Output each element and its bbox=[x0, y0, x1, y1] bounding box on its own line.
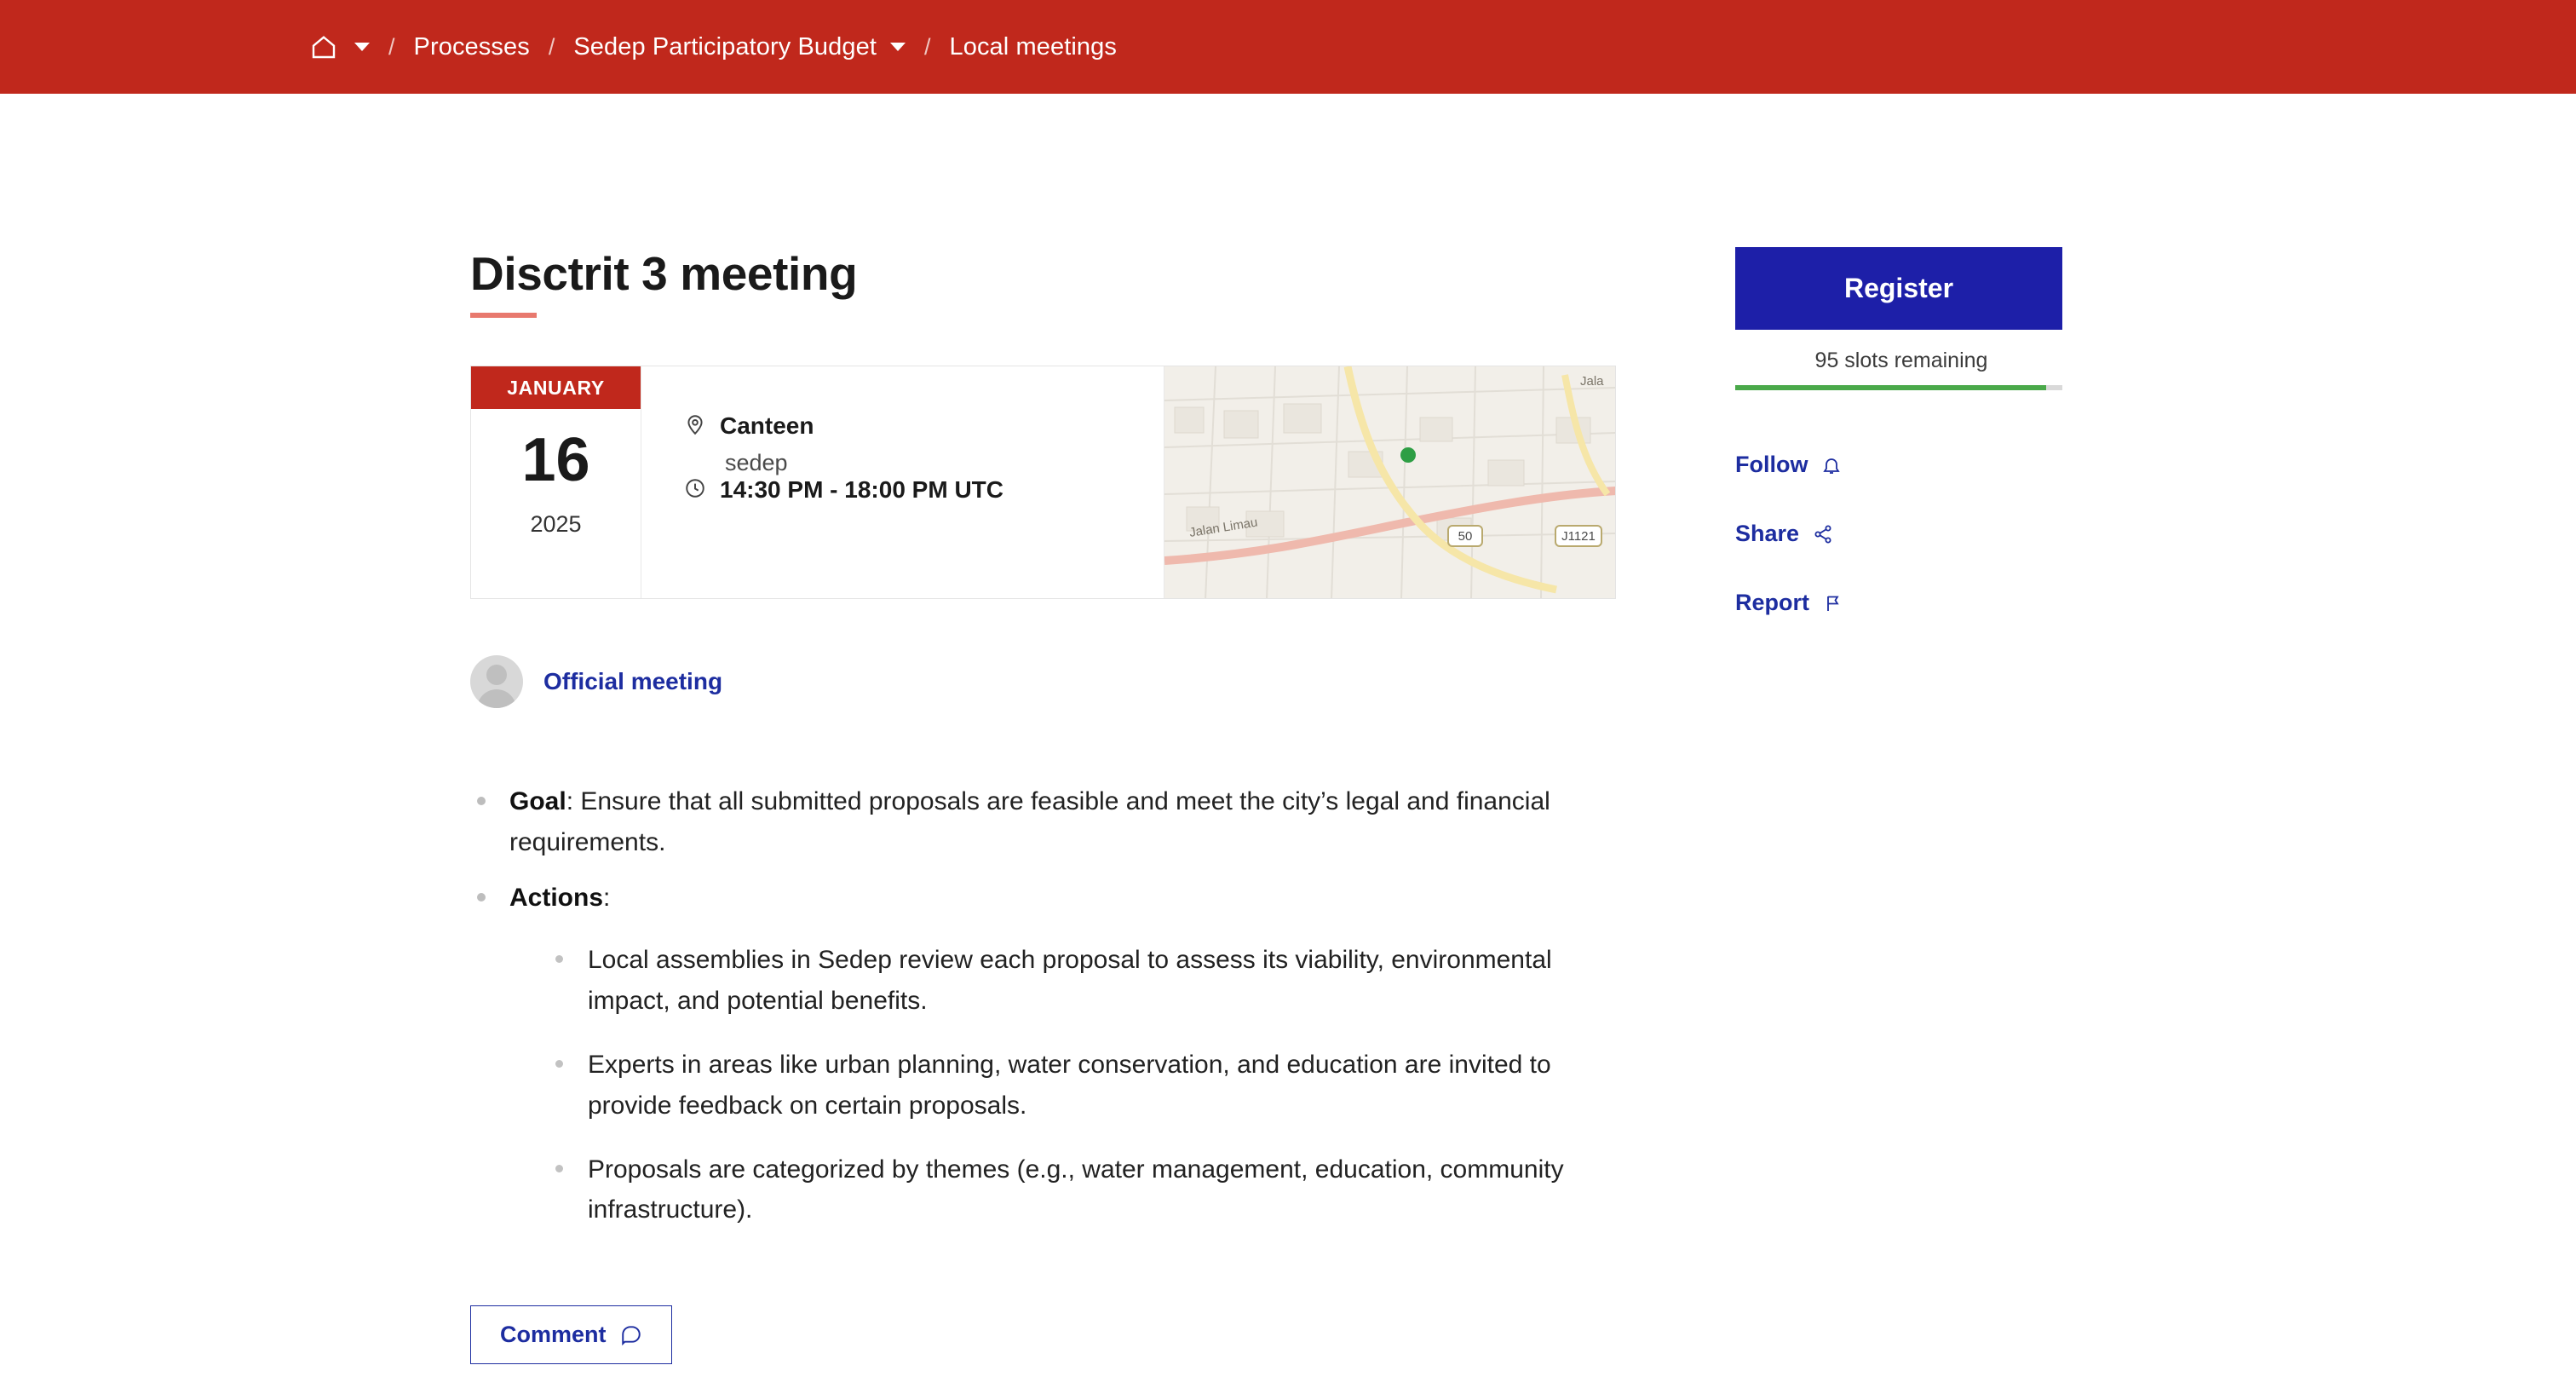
meeting-description bbox=[470, 781, 1616, 1230]
sidebar-actions bbox=[1735, 452, 2067, 616]
report-button[interactable] bbox=[1735, 590, 1843, 616]
clock-icon bbox=[684, 476, 706, 500]
title-underline bbox=[470, 313, 537, 318]
list-item: Experts in areas like urban planning, water conservation, and education are invited to provide feedback on certain proposals. bbox=[550, 1045, 1616, 1126]
list-item-goal bbox=[470, 781, 1616, 862]
bell-icon bbox=[1821, 455, 1842, 475]
goal-text: : Ensure that all submitted proposals are feasible and meet the city’s legal and financial requirements. bbox=[509, 787, 1550, 856]
comment-icon bbox=[620, 1323, 642, 1345]
flag-icon bbox=[1823, 593, 1843, 613]
event-date-box bbox=[471, 366, 641, 598]
svg-text:50: 50 bbox=[1458, 529, 1473, 544]
svg-text:Jala: Jala bbox=[1580, 374, 1604, 389]
location-pin-icon bbox=[684, 412, 706, 436]
goal-label: Goal bbox=[509, 787, 566, 816]
sidebar bbox=[1735, 247, 2067, 1364]
breadcrumb-separator-1: / bbox=[388, 33, 395, 60]
event-time-row bbox=[684, 476, 1164, 504]
actions-suffix: : bbox=[603, 884, 611, 913]
breadcrumb bbox=[307, 30, 1117, 64]
event-location-address: sedep bbox=[725, 450, 788, 476]
breadcrumb-separator-3: / bbox=[923, 33, 931, 60]
event-year: 2025 bbox=[530, 511, 582, 538]
author-name[interactable]: Official meeting bbox=[543, 668, 723, 695]
follow-label: Follow bbox=[1735, 452, 1808, 477]
event-location-row bbox=[684, 412, 1164, 440]
page-title: Disctrit 3 meeting bbox=[470, 247, 858, 300]
home-icon[interactable] bbox=[307, 30, 341, 64]
event-map[interactable] bbox=[1164, 366, 1615, 598]
breadcrumb-separator-2: / bbox=[548, 33, 555, 60]
comment-button-label: Comment bbox=[500, 1321, 607, 1347]
comment-button[interactable] bbox=[470, 1305, 672, 1364]
actions-label: Actions bbox=[509, 884, 604, 913]
event-card bbox=[470, 366, 1616, 599]
event-day: 16 bbox=[521, 426, 590, 495]
share-icon bbox=[1813, 524, 1833, 544]
slots-remaining-text: 95 slots remaining bbox=[1814, 348, 1988, 372]
list-item-actions bbox=[470, 878, 1616, 1230]
share-button[interactable] bbox=[1735, 521, 1833, 547]
breadcrumb-item-processes[interactable]: Processes bbox=[413, 32, 530, 60]
meeting-author[interactable] bbox=[470, 655, 1616, 708]
page-container bbox=[0, 247, 2576, 1364]
avatar bbox=[470, 655, 523, 708]
breadcrumb-item-process[interactable]: Sedep Participatory Budget bbox=[573, 32, 877, 60]
event-time: 14:30 PM - 18:00 PM UTC bbox=[720, 476, 1003, 504]
share-label: Share bbox=[1735, 521, 1800, 546]
event-location-name: Canteen bbox=[720, 412, 814, 440]
slots-progress-bar bbox=[1735, 385, 2062, 390]
home-chevron-down-icon[interactable] bbox=[354, 43, 370, 51]
breadcrumb-bar bbox=[0, 0, 2576, 94]
slots-progress-fill bbox=[1735, 385, 2046, 390]
follow-button[interactable] bbox=[1735, 452, 1842, 478]
event-details bbox=[641, 366, 1164, 598]
process-chevron-down-icon[interactable] bbox=[890, 43, 906, 51]
register-button[interactable]: Register bbox=[1735, 247, 2062, 330]
list-item: Proposals are categorized by themes (e.g., water management, education, community infrastructure). bbox=[550, 1149, 1616, 1230]
main-content bbox=[470, 247, 1616, 1364]
list-item: Local assemblies in Sedep review each proposal to assess its viability, environmental impact, and potential benefits. bbox=[550, 940, 1616, 1021]
svg-text:Jalan Limau: Jalan Limau bbox=[1187, 515, 1259, 541]
report-label: Report bbox=[1735, 590, 1809, 615]
svg-text:J1121: J1121 bbox=[1561, 529, 1596, 544]
event-month: JANUARY bbox=[471, 366, 641, 409]
breadcrumb-item-local-meetings[interactable]: Local meetings bbox=[949, 32, 1117, 60]
